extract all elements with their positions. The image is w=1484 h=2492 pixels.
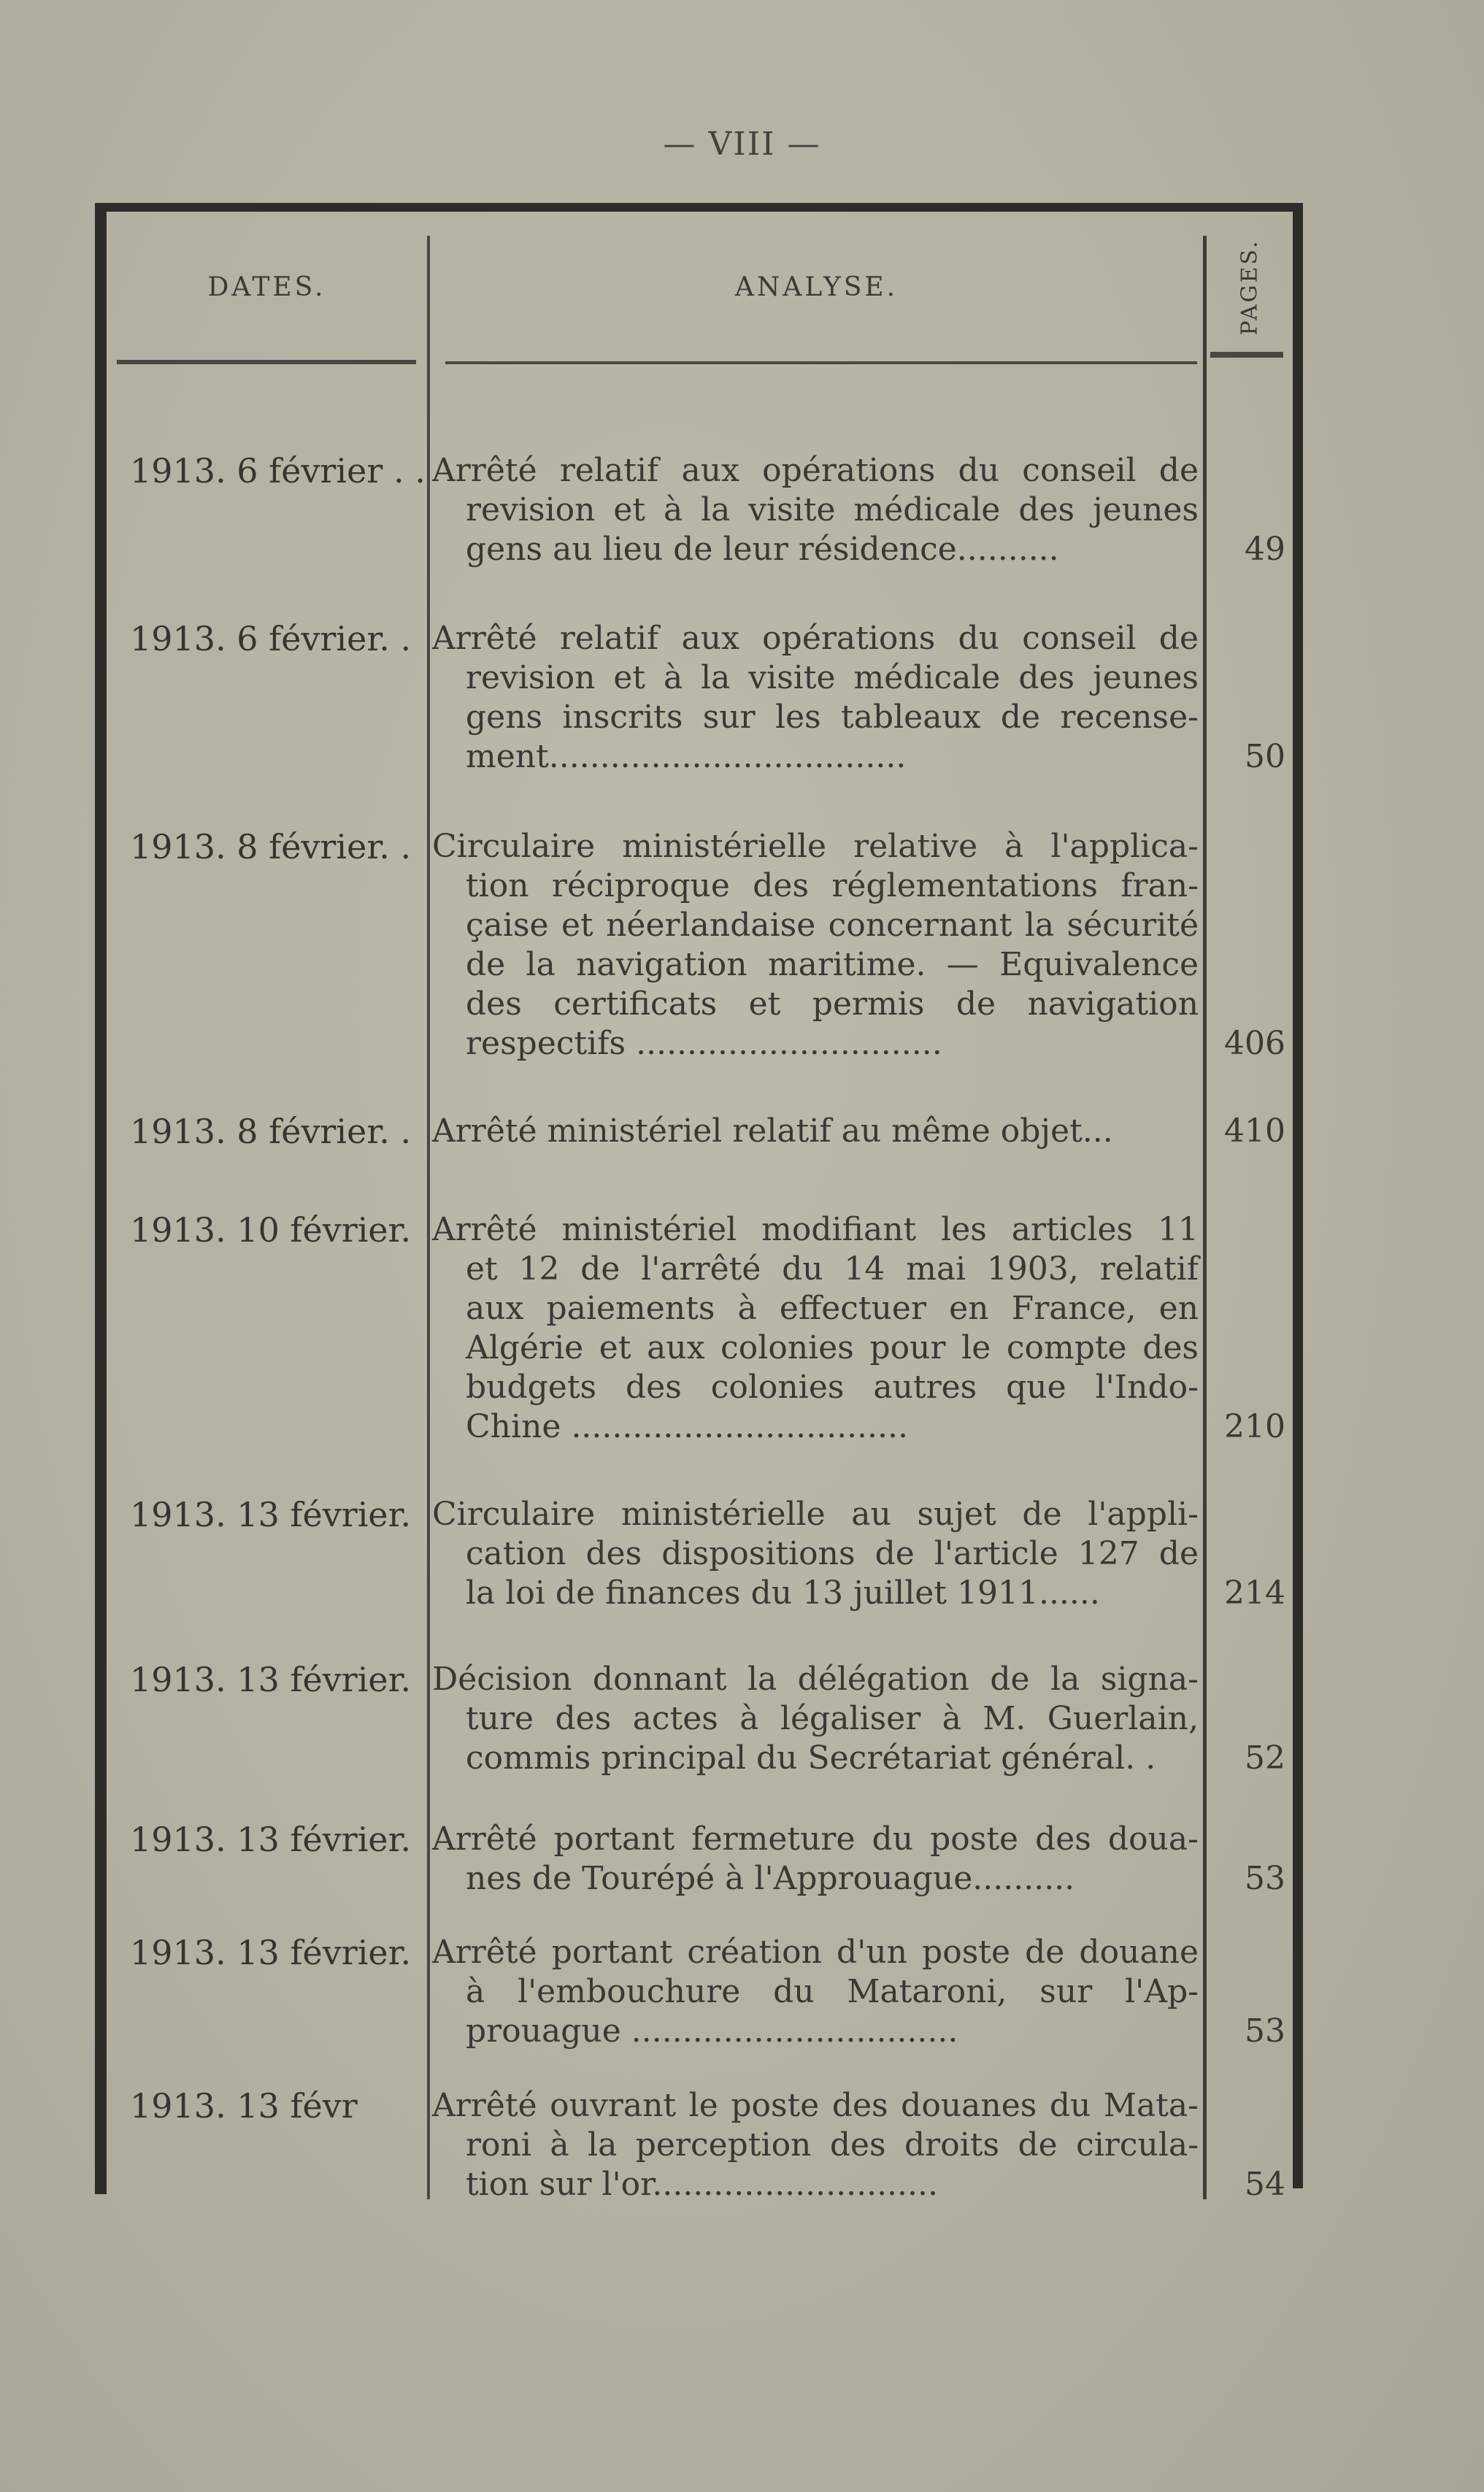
table-right-rule [1293, 209, 1303, 2188]
header-analyse: ANALYSE. [734, 272, 899, 302]
page-number: — VIII — [663, 126, 821, 163]
entry-page: 410 [1224, 1112, 1285, 1150]
analysis-line: gens au lieu de leur résidence.......... [466, 531, 1059, 568]
analysis-line: ment................................... [466, 738, 907, 775]
analysis-line: Arrêté portant création d'un poste de douane [432, 1934, 1199, 1971]
analysis-line: Décision donnant la délégation de la signa- [432, 1661, 1199, 1698]
entry-analysis [432, 619, 1199, 777]
analysis-line: à l'embouchure du Mataroni, sur l'Ap- [466, 1973, 1199, 2010]
analysis-line: commis principal du Secrétariat général. . [466, 1739, 1156, 1777]
analysis-line: et 12 de l'arrêté du 14 mai 1903, relatif [466, 1250, 1199, 1288]
analysis-line: tion réciproque des réglementations fran- [466, 867, 1199, 904]
header-pages-label: PAGES. [1237, 239, 1263, 335]
analysis-line: de la navigation maritime. — Equivalence [466, 946, 1199, 983]
analysis-line: Circulaire ministérielle relative à l'applica- [432, 828, 1199, 865]
entry-page: 214 [1224, 1574, 1285, 1612]
index-table [95, 203, 1303, 2203]
entry-date: 1913. 13 févr [130, 2086, 358, 2126]
analysis-line: tion sur l'or............................ [466, 2166, 938, 2203]
table-top-rule [95, 203, 1303, 212]
analysis-line: Algérie et aux colonies pour le compte des [466, 1329, 1199, 1366]
analysis-line: budgets des colonies autres que l'Indo- [466, 1369, 1199, 1406]
analysis-line: Arrêté relatif aux opérations du conseil de [432, 620, 1199, 657]
entry-analysis [432, 1820, 1199, 1899]
analysis-line: Arrêté relatif aux opérations du conseil de [432, 452, 1199, 489]
entry-page: 210 [1224, 1408, 1285, 1445]
entry-analysis [432, 451, 1199, 569]
entry-date: 1913. 10 février. [130, 1210, 412, 1250]
analysis-line: Arrêté ministériel modifiant les articles 11 [432, 1211, 1199, 1248]
analysis-line: prouague ................................ [466, 2012, 958, 2050]
entry-page: 49 [1245, 531, 1285, 568]
entry-date: 1913. 13 février. [130, 1820, 412, 1859]
entry-analysis [432, 1495, 1199, 1613]
analysis-line: çaise et néerlandaise concernant la sécurité [466, 907, 1199, 944]
entry-page: 54 [1245, 2166, 1285, 2203]
analysis-line: la loi de finances du 13 juillet 1911...... [466, 1574, 1100, 1612]
analysis-line: des certificats et permis de navigation [466, 985, 1199, 1023]
table-left-rule [95, 209, 107, 2194]
entry-analysis [432, 827, 1199, 1064]
entry-date: 1913. 6 février. . [130, 619, 412, 658]
header-rule-analyse [445, 361, 1197, 364]
entry-date: 1913. 6 février . . [130, 451, 426, 491]
analysis-line: aux paiements à effectuer en France, en [466, 1290, 1199, 1327]
entry-date: 1913. 13 février. [130, 1933, 412, 1972]
entry-analysis [432, 1933, 1199, 2051]
entry-date: 1913. 13 février. [130, 1660, 412, 1699]
entry-date: 1913. 8 février. . [130, 1112, 412, 1151]
header-dates: DATES. [207, 272, 326, 302]
header-rule-dates [117, 360, 416, 364]
header-rule-pages [1210, 352, 1283, 358]
entry-page: 53 [1245, 2012, 1285, 2050]
analysis-line: Arrêté ministériel relatif au même objet... [432, 1112, 1113, 1150]
entry-date: 1913. 13 février. [130, 1495, 412, 1534]
entry-analysis [432, 2086, 1199, 2204]
entry-page: 406 [1224, 1025, 1285, 1062]
analysis-line: roni à la perception des droits de circula- [466, 2126, 1199, 2164]
entry-analysis [432, 1210, 1199, 1447]
analysis-line: cation des dispositions de l'article 127 de [466, 1535, 1199, 1572]
analysis-line: Chine ................................. [466, 1408, 908, 1445]
entry-page: 50 [1245, 738, 1285, 775]
analysis-line: ture des actes à légaliser à M. Guerlain, [466, 1700, 1199, 1737]
analysis-line: nes de Tourépé à l'Approuague.......... [466, 1860, 1075, 1897]
entry-page: 52 [1245, 1739, 1285, 1777]
analysis-line: Arrêté ouvrant le poste des douanes du Mata- [432, 2087, 1199, 2124]
analysis-line: Arrêté portant fermeture du poste des doua- [432, 1820, 1199, 1858]
analysis-line: respectifs .............................. [466, 1025, 942, 1062]
entry-analysis [432, 1112, 1199, 1151]
entry-date: 1913. 8 février. . [130, 827, 412, 866]
analysis-line: Circulaire ministérielle au sujet de l'appli- [432, 1496, 1199, 1533]
analysis-line: revision et à la visite médicale des jeunes [466, 491, 1199, 528]
analysis-line: gens inscrits sur les tableaux de recense- [466, 699, 1199, 736]
header-pages [1207, 232, 1293, 342]
entry-analysis [432, 1660, 1199, 1778]
analysis-line: revision et à la visite médicale des jeunes [466, 659, 1199, 696]
entry-page: 53 [1245, 1860, 1285, 1897]
